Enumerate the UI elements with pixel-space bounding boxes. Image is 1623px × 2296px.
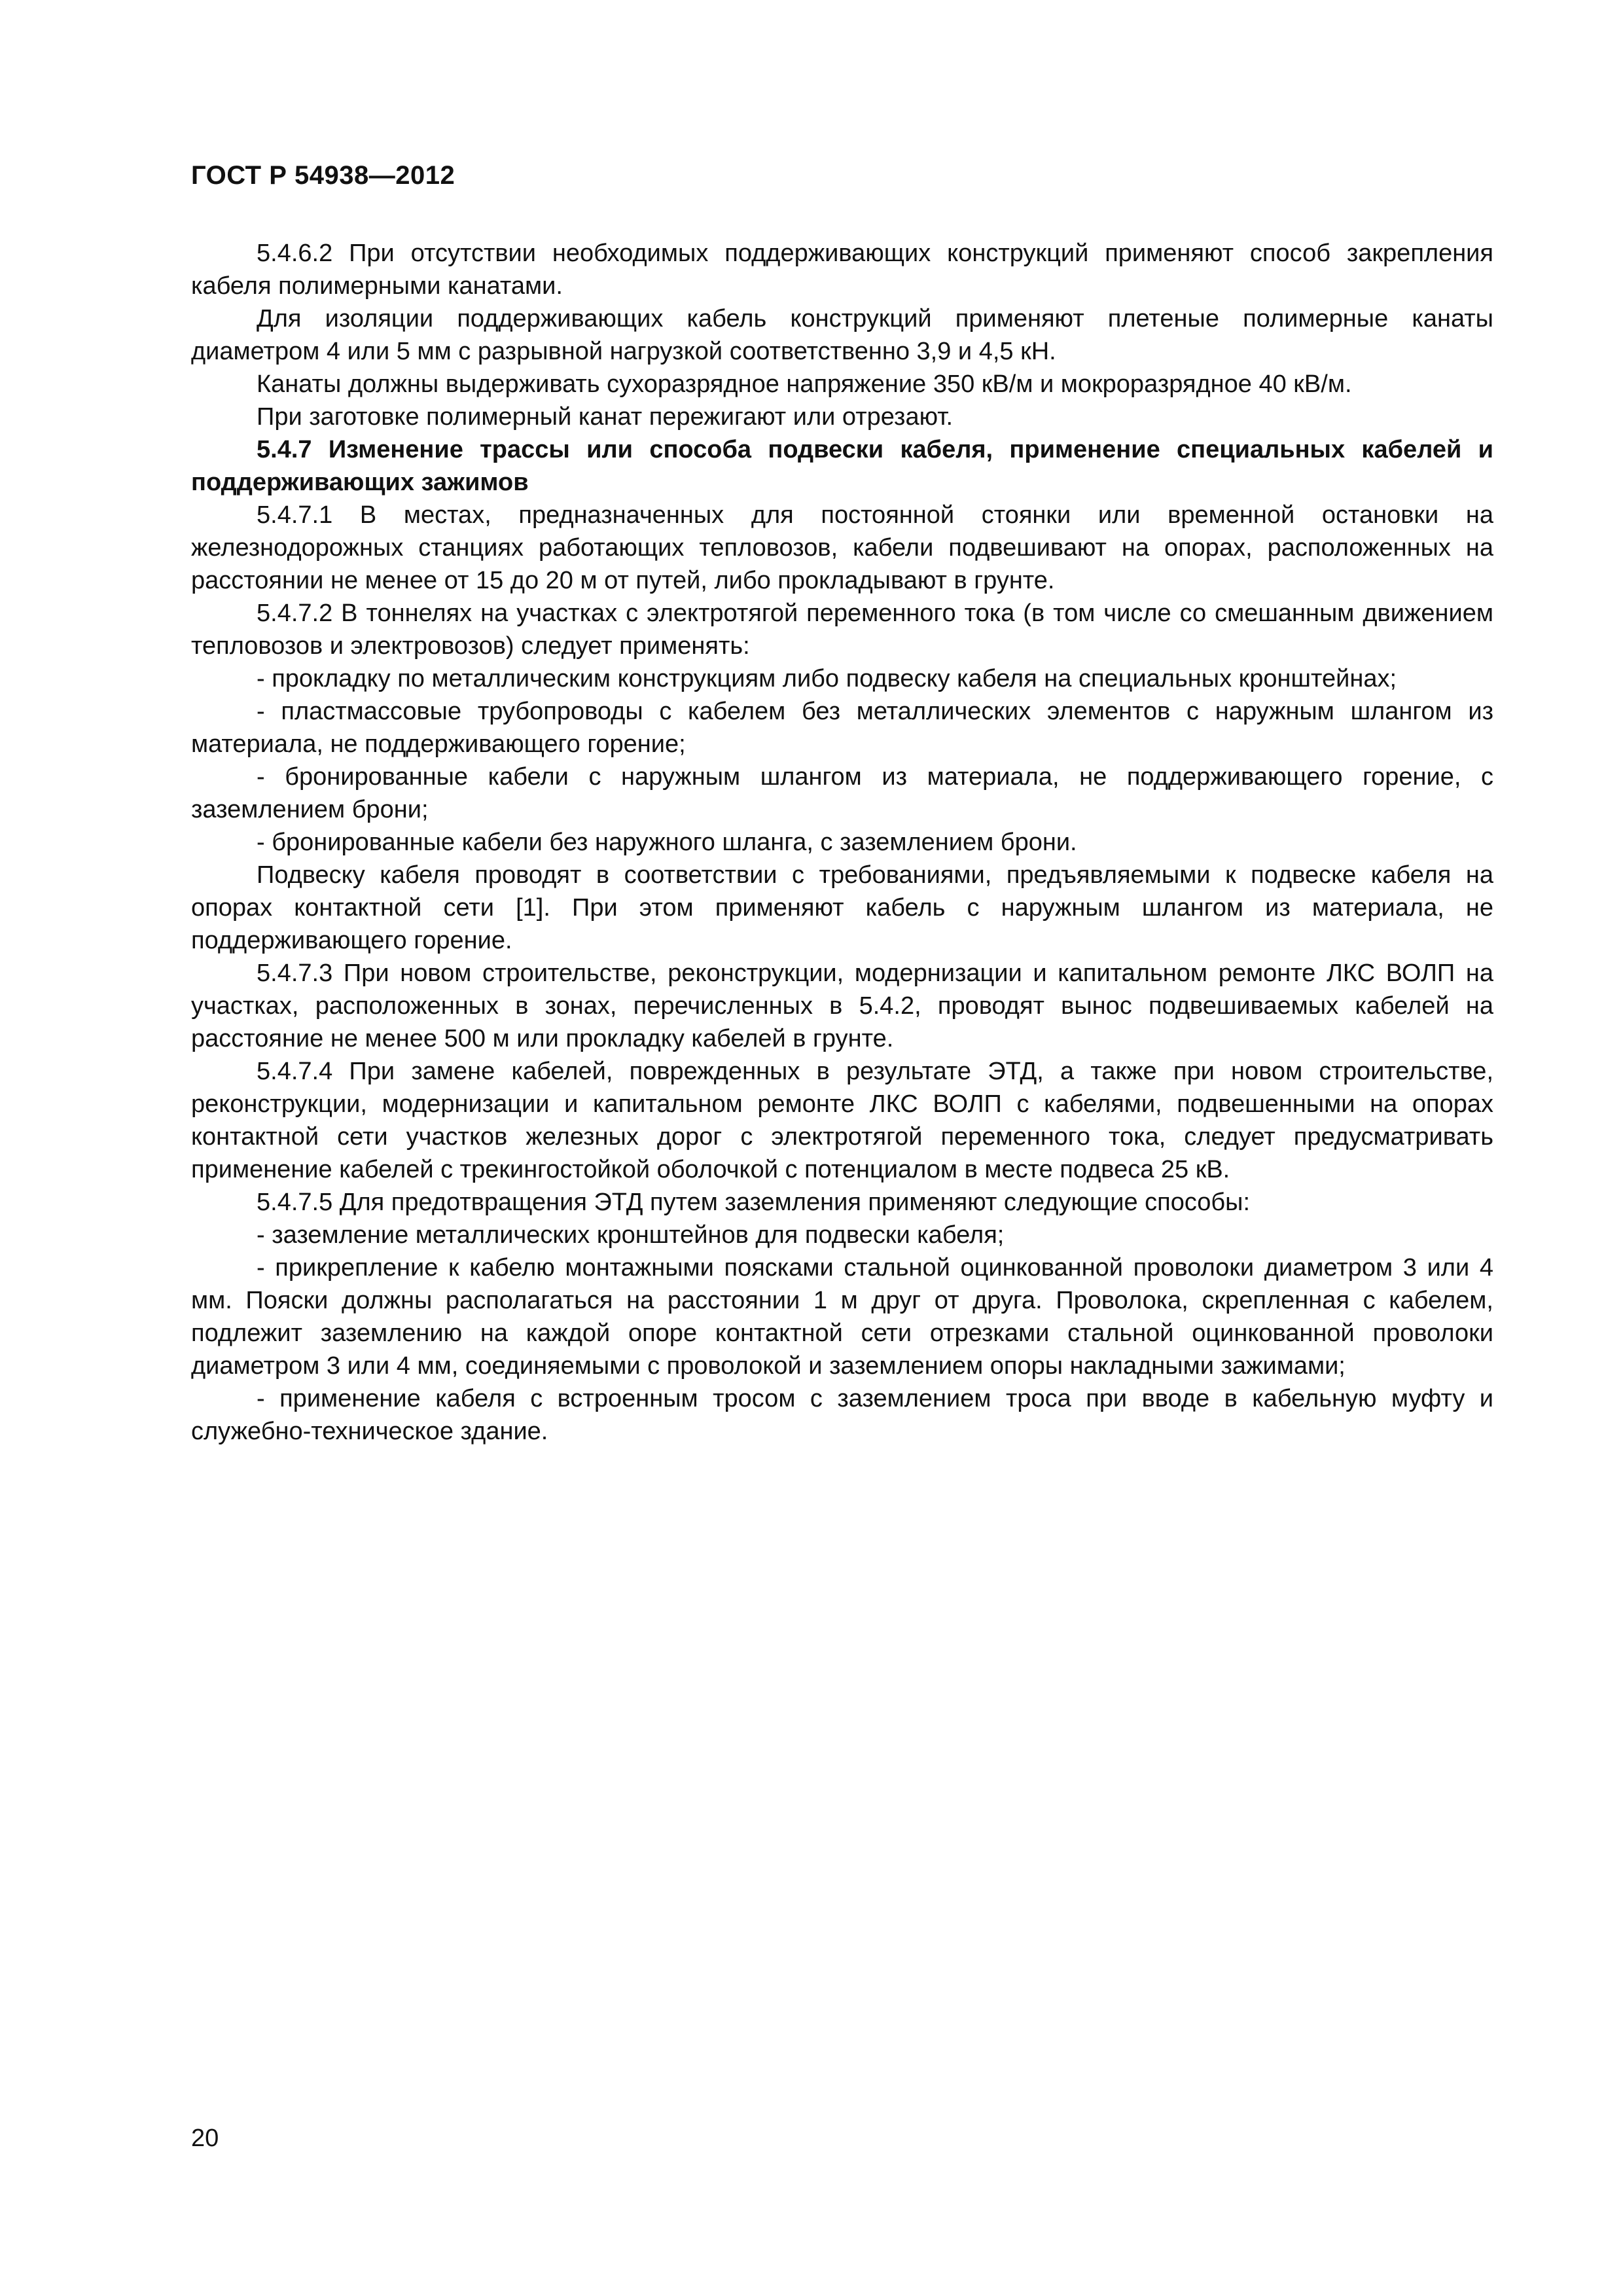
list-item-wire-attachment: - прикрепление к кабелю монтажными поясками стальной оцинкованной проволоки диаметром 3 или 4 мм. Пояски должны располагаться на расстоянии 1 м друг от друга. Проволока, скрепленная с кабелем, подлежит заземлению на каждой опоре контактной сети отрезками стальной оцинкованной проволоки диаметром 3 или 4 мм, соединяемыми с проволокой и заземлением опоры накладными зажимами; bbox=[191, 1254, 1493, 1380]
document-header: ГОСТ Р 54938—2012 bbox=[191, 161, 455, 190]
paragraph-rope-voltage: Канаты должны выдерживать сухоразрядное напряжение 350 кВ/м и мокроразрядное 40 кВ/м. bbox=[257, 370, 1352, 398]
paragraph-rope-cutting: При заготовке полимерный канат пережигают или отрезают. bbox=[257, 403, 954, 431]
paragraph-5-4-7-1: 5.4.7.1 В местах, предназначенных для постоянной стоянки или временной остановки на железнодорожных станциях работающих тепловозов, кабели подвешивают на опорах, расположенных на расстоянии не менее от 15 до 20 м от путей, либо прокладывают в грунте. bbox=[191, 501, 1493, 594]
list-item-metal-constructions: - прокладку по металлическим конструкциям либо подвеску кабеля на специальных кронштейнах; bbox=[257, 665, 1397, 692]
list-item-plastic-pipes: - пластмассовые трубопроводы с кабелем без металлических элементов с наружным шлангом из материала, не поддерживающего горение; bbox=[191, 698, 1493, 758]
list-item-armored-without-hose: - бронированные кабели без наружного шланга, с заземлением брони. bbox=[257, 829, 1077, 856]
list-item-bracket-grounding: - заземление металлических кронштейнов для подвески кабеля; bbox=[257, 1221, 1005, 1249]
paragraph-suspension-requirements: Подвеску кабеля проводят в соответствии с требованиями, предъявляемыми к подвеске кабеля на опорах контактной сети [1]. При этом применяют кабель с наружным шлангом из материала, не поддерживающего горение. bbox=[191, 861, 1493, 954]
paragraph-5-4-7-2: 5.4.7.2 В тоннелях на участках с электротягой переменного тока (в том числе со смешанным движением тепловозов и электровозов) следует применять: bbox=[191, 600, 1493, 660]
paragraph-5-4-7-4: 5.4.7.4 При замене кабелей, поврежденных в результате ЭТД, а также при новом строительстве, реконструкции, модернизации и капитальном ремонте ЛКС ВОЛП с кабелями, подвешенными на опорах контактной сети участков железных дорог с электротягой переменного тока, следует предусматривать применение кабелей с трекингостойкой оболочкой с потенциалом в месте подвеса 25 кВ. bbox=[191, 1058, 1493, 1183]
list-item-built-in-cable: - применение кабеля с встроенным тросом с заземлением троса при вводе в кабельную муфту и служебно-техническое здание. bbox=[191, 1385, 1493, 1445]
list-item-armored-with-hose: - бронированные кабели с наружным шлангом из материала, не поддерживающего горение, с заземлением брони; bbox=[191, 763, 1493, 823]
paragraph-5-4-7-3: 5.4.7.3 При новом строительстве, реконструкции, модернизации и капитальном ремонте ЛКС ВОЛП на участках, расположенных в зонах, перечисленных в 5.4.2, проводят вынос подвешиваемых кабелей на расстояние не менее 500 м или прокладку кабелей в грунте. bbox=[191, 960, 1493, 1052]
paragraph-5-4-6-2: 5.4.6.2 При отсутствии необходимых поддерживающих конструкций применяют способ закрепления кабеля полимерными канатами. bbox=[191, 240, 1493, 300]
paragraph-rope-isolation: Для изоляции поддерживающих кабель конструкций применяют плетеные полимерные канаты диаметром 4 или 5 мм с разрывной нагрузкой соответственно 3,9 и 4,5 кН. bbox=[191, 305, 1493, 365]
paragraph-5-4-7-5: 5.4.7.5 Для предотвращения ЭТД путем заземления применяют следующие способы: bbox=[257, 1189, 1251, 1216]
section-heading-5-4-7: 5.4.7 Изменение трассы или способа подвески кабеля, применение специальных кабелей и поддерживающих зажимов bbox=[191, 436, 1493, 496]
page-number: 20 bbox=[191, 2125, 219, 2152]
document-body bbox=[191, 237, 1493, 1448]
